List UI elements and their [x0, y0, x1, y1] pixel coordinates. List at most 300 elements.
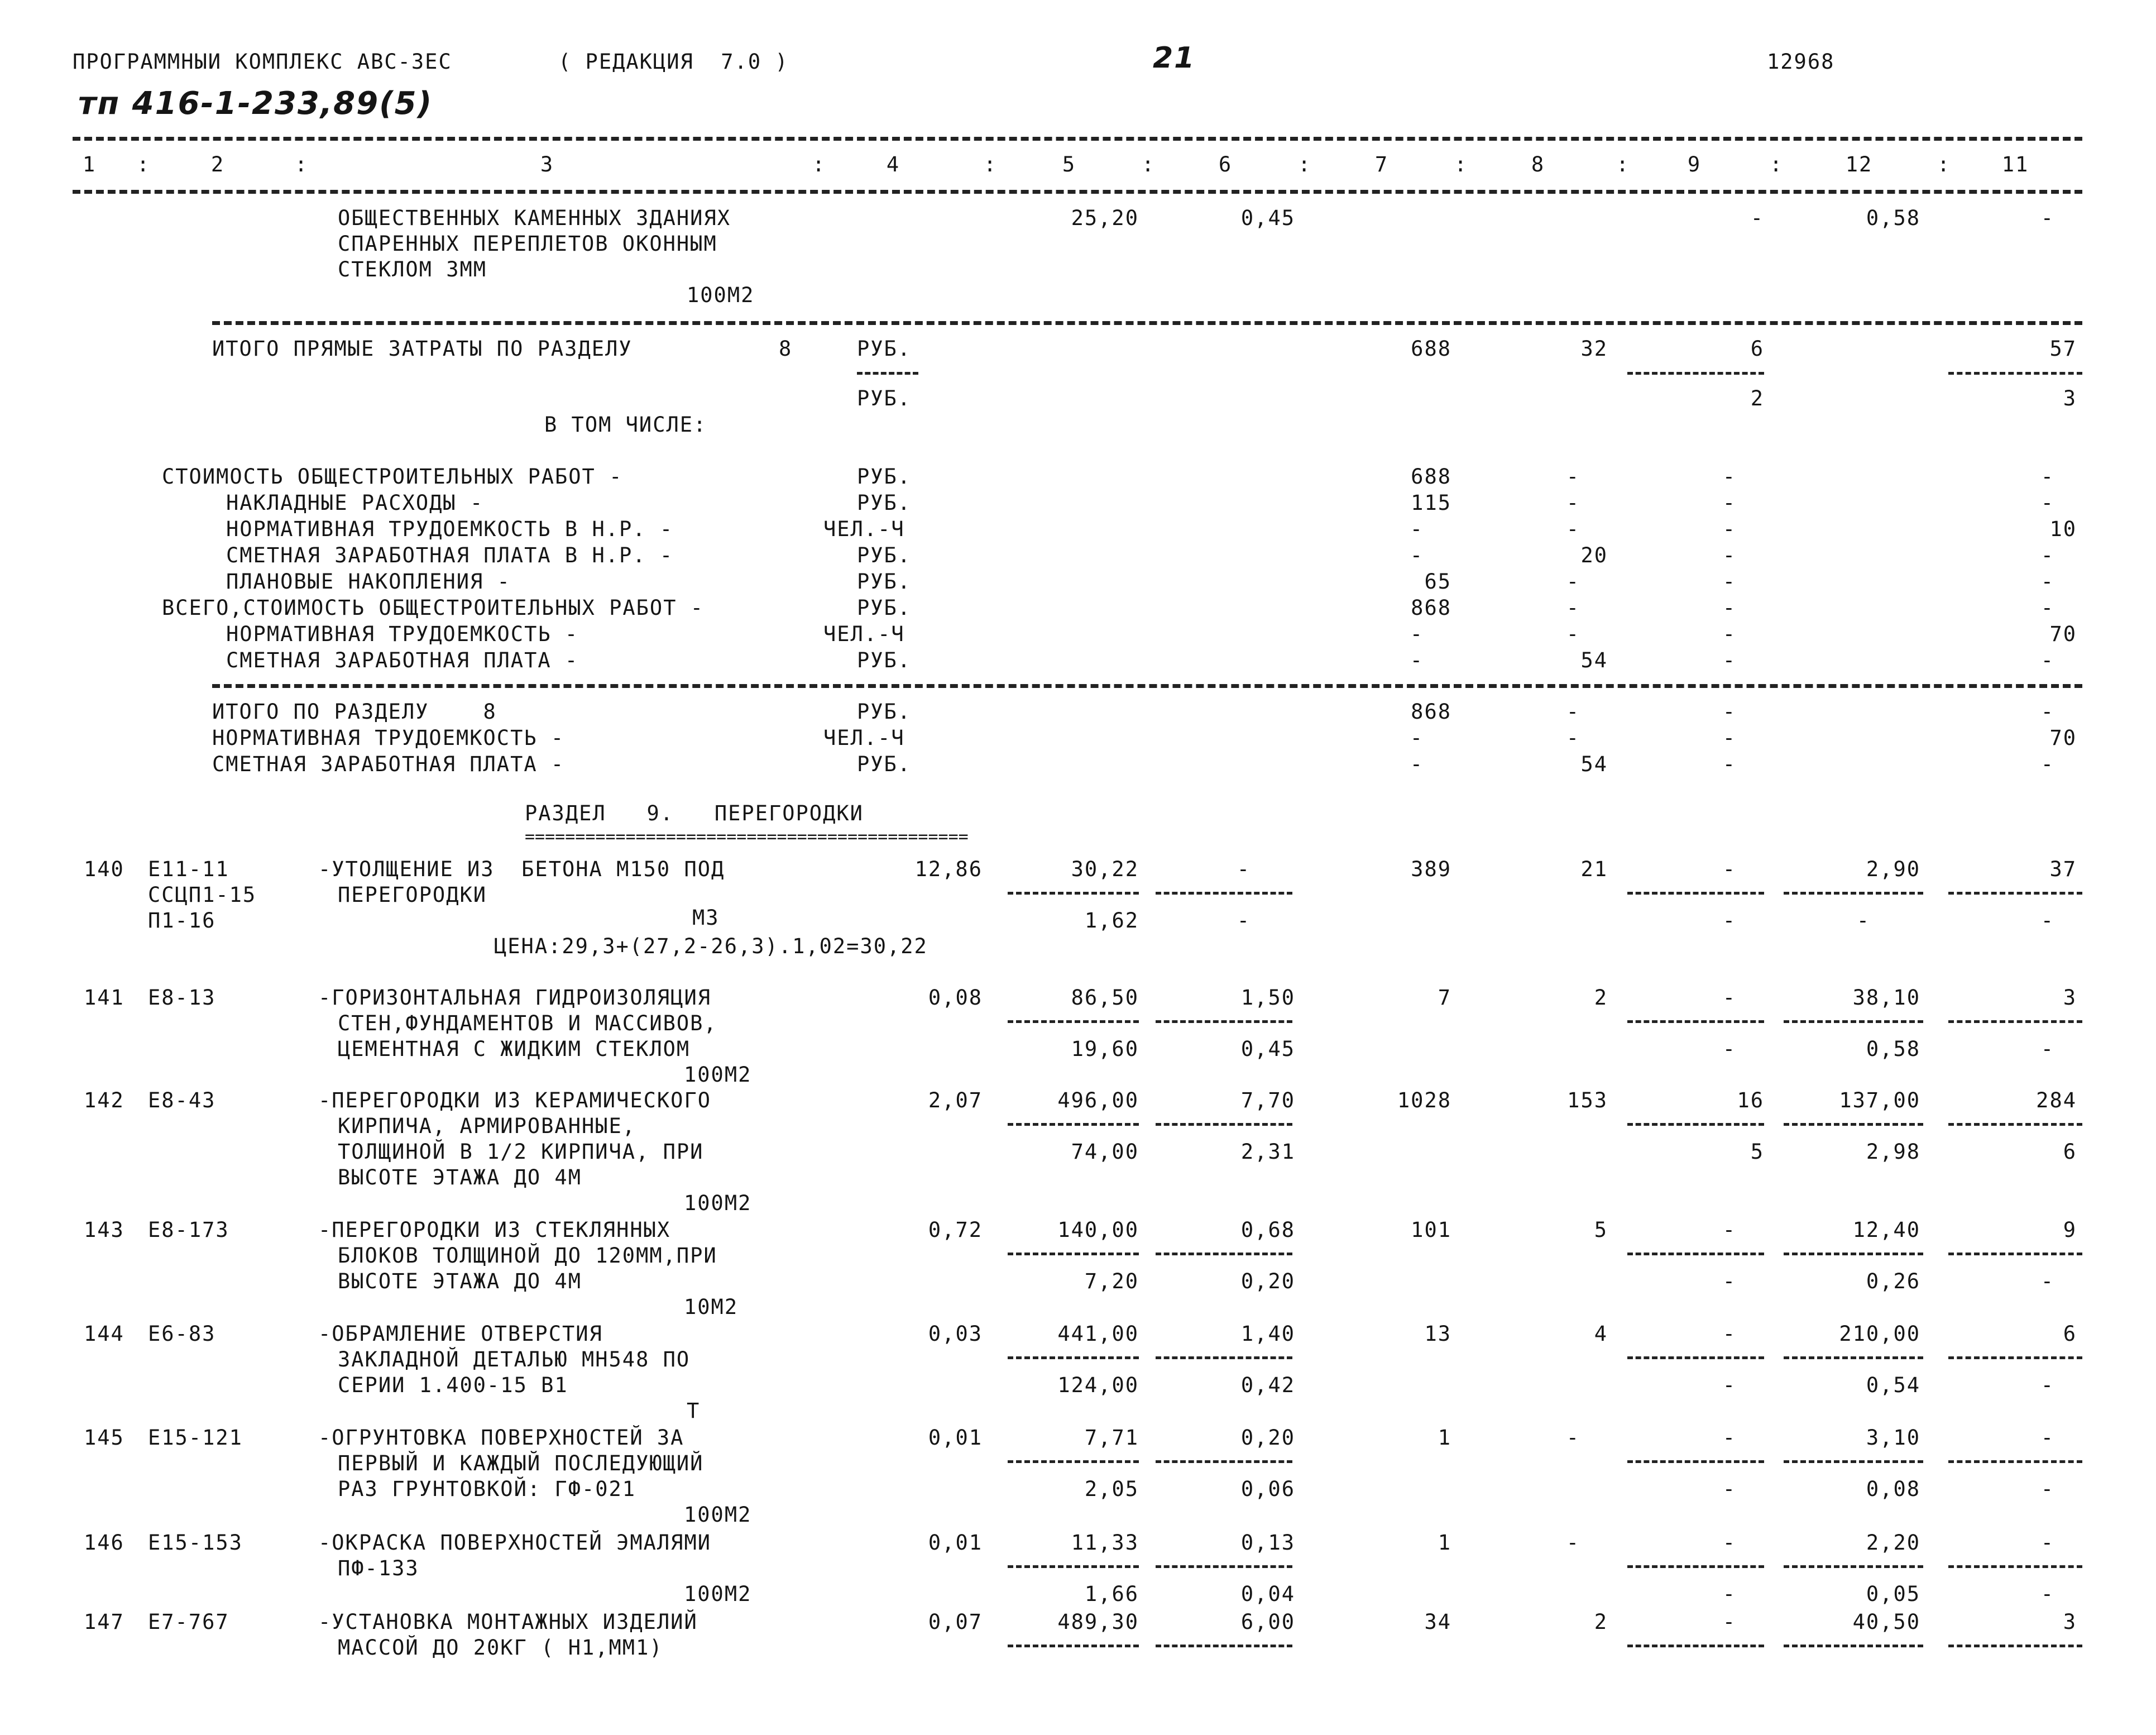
cell-col5: 140,00	[1057, 1218, 1139, 1242]
cell-col5: 496,00	[1057, 1088, 1139, 1112]
cell-col7: 389	[1411, 857, 1451, 881]
cell-col12: 12,40	[1852, 1218, 1920, 1242]
underline	[1948, 1356, 2082, 1359]
breakdown-col7: 65	[1424, 570, 1451, 594]
underline	[1948, 1253, 2082, 1255]
column-header: 2	[210, 152, 225, 176]
underline	[1156, 1123, 1292, 1126]
cell-col9: 16	[1737, 1088, 1764, 1112]
cell-col8: 153	[1567, 1088, 1608, 1112]
cell-col9-sub: -	[1722, 909, 1736, 933]
column-header: 7	[1374, 152, 1389, 176]
column-header: 9	[1687, 152, 1702, 176]
item-description-line: -ОКРАСКА ПОВЕРХНОСТЕЙ ЭМАЛЯМИ	[318, 1531, 712, 1555]
cell-col12-sub: 0,26	[1866, 1269, 1920, 1293]
breakdown-col11: -	[2040, 570, 2054, 594]
underline	[1156, 892, 1292, 895]
cell-col12: 2,20	[1866, 1531, 1920, 1555]
cell-col11: 3	[2063, 986, 2077, 1010]
item-number: 143	[84, 1218, 124, 1242]
item-description-line: КИРПИЧА, АРМИРОВАННЫЕ,	[338, 1114, 636, 1138]
breakdown-col7: 688	[1411, 465, 1451, 489]
item-description-line: ТОЛЩИНОЙ В 1/2 КИРПИЧА, ПРИ	[338, 1140, 704, 1164]
item-code: Е6-83	[148, 1322, 216, 1346]
breakdown-col7: -	[1410, 517, 1424, 541]
breakdown-unit: РУБ.	[857, 491, 912, 515]
subtotal-col8: 32	[1580, 337, 1608, 361]
item-unit: М3	[692, 906, 720, 930]
breakdown-col11: -	[2040, 465, 2054, 489]
cell-col11: 9	[2063, 1218, 2077, 1242]
column-header: 1	[82, 152, 97, 176]
breakdown-unit: ЧЕЛ.-Ч	[823, 622, 905, 646]
cell-col7: 1	[1438, 1531, 1451, 1555]
cell-col11: -	[2040, 1426, 2054, 1450]
cell-col6: 1,40	[1240, 1322, 1295, 1346]
section-total-col9: -	[1722, 726, 1736, 750]
subtotal-label: ИТОГО ПРЯМЫЕ ЗАТРАТЫ ПО РАЗДЕЛУ	[212, 337, 633, 361]
breakdown-col9: -	[1722, 648, 1736, 672]
item-code: Е8-173	[148, 1218, 229, 1242]
cell-col9-sub: -	[1722, 1037, 1736, 1061]
section-total-unit: РУБ.	[857, 752, 912, 776]
item-description-line: РАЗ ГРУНТОВКОЙ: ГФ-021	[338, 1477, 636, 1501]
underline	[1156, 1645, 1292, 1647]
cell-col9-sub: -	[1722, 1582, 1736, 1606]
section-total-col7: -	[1410, 752, 1424, 776]
cell-col11: -	[2040, 1531, 2054, 1555]
item-number: 144	[84, 1322, 124, 1346]
cell-col6-sub: -	[1237, 909, 1251, 933]
section-heading: РАЗДЕЛ 9. ПЕРЕГОРОДКИ	[525, 801, 864, 825]
section-total-col8: -	[1566, 700, 1580, 724]
underline	[1627, 1645, 1764, 1647]
item-description-line: МАССОЙ ДО 20КГ ( Н1,ММ1)	[338, 1636, 663, 1660]
cell-col9: -	[1722, 1218, 1736, 1242]
underline	[1627, 1123, 1764, 1126]
underline	[1156, 1460, 1292, 1463]
underline	[1784, 1460, 1923, 1463]
underline	[1627, 372, 1764, 375]
cell-col4: 2,07	[928, 1088, 983, 1112]
cell-col6: -	[1237, 857, 1251, 881]
underline	[1008, 1356, 1139, 1359]
cell-col5-sub: 19,60	[1071, 1037, 1139, 1061]
underline	[1627, 892, 1764, 895]
underline	[1008, 1460, 1139, 1463]
cell-col7: 34	[1424, 1610, 1451, 1634]
section-total-col7: -	[1410, 726, 1424, 750]
cell-col7: 13	[1424, 1322, 1451, 1346]
cell-col4: 0,07	[928, 1610, 983, 1634]
underline	[1008, 1020, 1139, 1023]
subtotal-unit: РУБ.	[857, 386, 912, 410]
cell-col5-sub: 1,62	[1084, 909, 1139, 933]
project-code: тп 416-1-233,89(5)	[78, 85, 433, 122]
underline	[1948, 1645, 2082, 1647]
cell-col5: 7,71	[1084, 1426, 1139, 1450]
underline	[1008, 1253, 1139, 1255]
cell-col6-sub: 0,20	[1240, 1269, 1295, 1293]
cell-col5: 489,30	[1057, 1610, 1139, 1634]
cell-col12-sub: 0,08	[1866, 1477, 1920, 1501]
cell-col11: 37	[2049, 857, 2077, 881]
underline	[1627, 1253, 1764, 1255]
column-separator: :	[984, 152, 998, 176]
column-separator: :	[1454, 152, 1468, 176]
subtotal-col11: 3	[2063, 386, 2077, 410]
breakdown-label: НАКЛАДНЫЕ РАСХОДЫ -	[226, 491, 484, 515]
breakdown-col11: 10	[2049, 517, 2077, 541]
cell-col12-sub: 0,54	[1866, 1373, 1920, 1397]
cell-col11-sub: -	[2040, 1269, 2054, 1293]
item-code: ССЦП1-15	[148, 883, 257, 907]
cell-col6-sub: 0,06	[1240, 1477, 1295, 1501]
cell-col5: 25,20	[1071, 206, 1139, 230]
section-total-unit: РУБ.	[857, 700, 912, 724]
underline	[1156, 1356, 1292, 1359]
item-unit: 100М2	[684, 1582, 752, 1606]
cell-col5: 441,00	[1057, 1322, 1139, 1346]
item-unit: 100М2	[684, 1063, 752, 1087]
underline	[1948, 1020, 2082, 1023]
item-description-line: ОБЩЕСТВЕННЫХ КАМЕННЫХ ЗДАНИЯХ	[338, 206, 731, 230]
cell-col5-sub: 124,00	[1057, 1373, 1139, 1397]
item-description-line: ПЕРЕГОРОДКИ	[338, 883, 487, 907]
program-title: ПРОГРАММНЫИ КОМПЛЕКС АВС-3ЕС	[73, 50, 452, 74]
breakdown-col7: -	[1410, 622, 1424, 646]
cell-col9: -	[1722, 1610, 1736, 1634]
item-description-line: -ГОРИЗОНТАЛЬНАЯ ГИДРОИЗОЛЯЦИЯ	[318, 986, 712, 1010]
column-header: 3	[540, 152, 554, 176]
breakdown-col9: -	[1722, 596, 1736, 620]
cell-col9-sub: -	[1722, 1477, 1736, 1501]
item-number: 146	[84, 1531, 124, 1555]
cell-col11: 6	[2063, 1322, 2077, 1346]
item-code: Е15-153	[148, 1531, 243, 1555]
cell-col6-sub: 2,31	[1240, 1140, 1295, 1164]
underline	[1948, 1460, 2082, 1463]
section-total-col11: 70	[2049, 726, 2077, 750]
cell-col6-sub: 0,42	[1240, 1373, 1295, 1397]
item-description-line: ПФ-133	[338, 1556, 419, 1580]
breakdown-col7: 115	[1411, 491, 1451, 515]
underline	[1008, 1123, 1139, 1126]
cell-col7: 1028	[1397, 1088, 1451, 1112]
underline	[1156, 1565, 1292, 1568]
subtotal-col11: 57	[2049, 337, 2077, 361]
page-number: 21	[1153, 41, 1196, 75]
cell-col6: 0,13	[1240, 1531, 1295, 1555]
section-total-col8: 54	[1580, 752, 1608, 776]
cell-col11-sub: -	[2040, 1477, 2054, 1501]
subtotal-unit: РУБ.	[857, 337, 912, 361]
underline	[1948, 892, 2082, 895]
breakdown-unit: РУБ.	[857, 570, 912, 594]
cell-col6: 0,20	[1240, 1426, 1295, 1450]
price-note: ЦЕНА:29,3+(27,2-26,3).1,02=30,22	[494, 934, 928, 958]
breakdown-col9: -	[1722, 622, 1736, 646]
cell-col11-sub: -	[2040, 1582, 2054, 1606]
cell-col12-sub: -	[1856, 909, 1870, 933]
cell-col4: 0,03	[928, 1322, 983, 1346]
cell-col12-sub: 0,58	[1866, 1037, 1920, 1061]
cell-col12: 3,10	[1866, 1426, 1920, 1450]
document-code: 12968	[1767, 50, 1835, 74]
breakdown-col7: -	[1410, 543, 1424, 567]
underline	[1784, 1123, 1923, 1126]
cell-col9: -	[1722, 986, 1736, 1010]
breakdown-col8: -	[1566, 465, 1580, 489]
cell-col6: 7,70	[1240, 1088, 1295, 1112]
cell-col11: -	[2040, 206, 2054, 230]
cell-col8: 4	[1594, 1322, 1608, 1346]
breakdown-unit: ЧЕЛ.-Ч	[823, 517, 905, 541]
cell-col5-sub: 2,05	[1084, 1477, 1139, 1501]
breakdown-label: СМЕТНАЯ ЗАРАБОТНАЯ ПЛАТА В Н.Р. -	[226, 543, 674, 567]
cell-col8: 21	[1580, 857, 1608, 881]
item-description-line: ВЫСОТЕ ЭТАЖА ДО 4М	[338, 1165, 582, 1189]
header-rule-bottom	[73, 190, 2082, 194]
underline	[1627, 1020, 1764, 1023]
breakdown-unit: РУБ.	[857, 648, 912, 672]
header-rule-top	[73, 137, 2082, 141]
breakdown-col9: -	[1722, 517, 1736, 541]
item-description-line: СПАРЕННЫХ ПЕРЕПЛЕТОВ ОКОННЫМ	[338, 232, 717, 256]
item-description-line: ЦЕМЕНТНАЯ С ЖИДКИМ СТЕКЛОМ	[338, 1037, 691, 1061]
cell-col5-sub: 7,20	[1084, 1269, 1139, 1293]
item-description-line: СЕРИИ 1.400-15 В1	[338, 1373, 568, 1397]
cell-col8: -	[1566, 1531, 1580, 1555]
section-total-col8: -	[1566, 726, 1580, 750]
cell-col9-sub: 5	[1750, 1140, 1764, 1164]
section-total-col11: -	[2040, 752, 2054, 776]
breakdown-col9: -	[1722, 570, 1736, 594]
breakdown-col8: -	[1566, 622, 1580, 646]
breakdown-label: СМЕТНАЯ ЗАРАБОТНАЯ ПЛАТА -	[226, 648, 579, 672]
item-code: Е7-767	[148, 1610, 229, 1634]
column-separator: :	[1937, 152, 1951, 176]
cell-col11: 284	[2036, 1088, 2077, 1112]
underline	[1948, 372, 2082, 375]
cell-col9-sub: -	[1722, 1269, 1736, 1293]
cell-col7: 7	[1438, 986, 1451, 1010]
cell-col9: -	[1722, 857, 1736, 881]
underline	[1627, 1356, 1764, 1359]
cell-col9: -	[1722, 1322, 1736, 1346]
cell-col12: 40,50	[1852, 1610, 1920, 1634]
section-total-label: НОРМАТИВНАЯ ТРУДОЕМКОСТЬ -	[212, 726, 565, 750]
item-number: 140	[84, 857, 124, 881]
subtotal-section: 8	[779, 337, 793, 361]
underline	[1008, 892, 1139, 895]
underline	[1156, 1253, 1292, 1255]
cell-col5-sub: 74,00	[1071, 1140, 1139, 1164]
item-description-line: ЗАКЛАДНОЙ ДЕТАЛЬЮ МН548 ПО	[338, 1347, 691, 1371]
cell-col6: 6,00	[1240, 1610, 1295, 1634]
breakdown-col7: 868	[1411, 596, 1451, 620]
breakdown-col8: -	[1566, 596, 1580, 620]
item-code: Е11-11	[148, 857, 229, 881]
item-description-line: -ПЕРЕГОРОДКИ ИЗ КЕРАМИЧЕСКОГО	[318, 1088, 712, 1112]
cell-col12-sub: 2,98	[1866, 1140, 1920, 1164]
item-unit: 100М2	[687, 283, 755, 307]
underline	[1784, 1565, 1923, 1568]
cell-col9: -	[1722, 1426, 1736, 1450]
cell-col6: 0,45	[1240, 206, 1295, 230]
breakdown-unit: РУБ.	[857, 543, 912, 567]
column-header: 6	[1218, 152, 1233, 176]
item-number: 147	[84, 1610, 124, 1634]
cell-col9: -	[1722, 1531, 1736, 1555]
cell-col5: 86,50	[1071, 986, 1139, 1010]
column-header: 8	[1531, 152, 1545, 176]
column-separator: :	[295, 152, 309, 176]
cell-col4: 0,08	[928, 986, 983, 1010]
section-rule	[212, 321, 2082, 325]
item-description-line: -ОГРУНТОВКА ПОВЕРХНОСТЕЙ ЗА	[318, 1426, 684, 1450]
breakdown-col11: -	[2040, 491, 2054, 515]
underline	[1948, 1123, 2082, 1126]
cell-col8: 5	[1594, 1218, 1608, 1242]
cell-col9: -	[1750, 206, 1764, 230]
cell-col9-sub: -	[1722, 1373, 1736, 1397]
breakdown-unit: РУБ.	[857, 596, 912, 620]
cell-col6-sub: 0,45	[1240, 1037, 1295, 1061]
breakdown-col8: -	[1566, 517, 1580, 541]
item-description-line: СТЕКЛОМ 3ММ	[338, 257, 487, 281]
breakdown-label: ВСЕГО,СТОИМОСТЬ ОБЩЕСТРОИТЕЛЬНЫХ РАБОТ -	[162, 596, 705, 620]
item-description-line: СТЕН,ФУНДАМЕНТОВ И МАССИВОВ,	[338, 1011, 717, 1035]
breakdown-col8: 54	[1580, 648, 1608, 672]
breakdown-col11: 70	[2049, 622, 2077, 646]
breakdown-col9: -	[1722, 465, 1736, 489]
cell-col11: 3	[2063, 1610, 2077, 1634]
item-code: Е15-121	[148, 1426, 243, 1450]
item-description-line: БЛОКОВ ТОЛЩИНОЙ ДО 120ММ,ПРИ	[338, 1244, 717, 1268]
breakdown-label: ПЛАНОВЫЕ НАКОПЛЕНИЯ -	[226, 570, 511, 594]
breakdown-label: НОРМАТИВНАЯ ТРУДОЕМКОСТЬ В Н.Р. -	[226, 517, 674, 541]
item-number: 145	[84, 1426, 124, 1450]
section-total-label: СМЕТНАЯ ЗАРАБОТНАЯ ПЛАТА -	[212, 752, 565, 776]
cell-col11-sub: 6	[2063, 1140, 2077, 1164]
subtotal-col7: 688	[1411, 337, 1451, 361]
item-code: Е8-43	[148, 1088, 216, 1112]
underline	[1784, 892, 1923, 895]
item-description-line: -УСТАНОВКА МОНТАЖНЫХ ИЗДЕЛИЙ	[318, 1610, 698, 1634]
cell-col11-sub: -	[2040, 1037, 2054, 1061]
item-unit: 100М2	[684, 1191, 752, 1215]
cell-col5: 30,22	[1071, 857, 1139, 881]
column-separator: :	[1616, 152, 1630, 176]
item-number: 141	[84, 986, 124, 1010]
item-number: 142	[84, 1088, 124, 1112]
breakdown-col7: -	[1410, 648, 1424, 672]
cell-col8: 2	[1594, 1610, 1608, 1634]
cell-col5: 11,33	[1071, 1531, 1139, 1555]
breakdown-col8: -	[1566, 491, 1580, 515]
cell-col12: 210,00	[1839, 1322, 1920, 1346]
section-total-unit: ЧЕЛ.-Ч	[823, 726, 905, 750]
cell-col12: 38,10	[1852, 986, 1920, 1010]
cell-col8: 2	[1594, 986, 1608, 1010]
section-total-col9: -	[1722, 752, 1736, 776]
item-description-line: -ОБРАМЛЕНИЕ ОТВЕРСТИЯ	[318, 1322, 603, 1346]
breakdown-col9: -	[1722, 491, 1736, 515]
underline	[1627, 1565, 1764, 1568]
underline	[1784, 1253, 1923, 1255]
cell-col7: 101	[1411, 1218, 1451, 1242]
underline	[1008, 1565, 1139, 1568]
section-rule	[212, 684, 2082, 688]
cell-col12: 137,00	[1839, 1088, 1920, 1112]
breakdown-col11: -	[2040, 648, 2054, 672]
cell-col12: 2,90	[1866, 857, 1920, 881]
section-heading-underline: ============================================	[525, 827, 969, 847]
item-code: П1-16	[148, 909, 216, 933]
cell-col7: 1	[1438, 1426, 1451, 1450]
subtotal-col9: 2	[1750, 386, 1764, 410]
underline	[857, 372, 918, 375]
cell-col4: 12,86	[914, 857, 983, 881]
breakdown-col8: -	[1566, 570, 1580, 594]
breakdown-col9: -	[1722, 543, 1736, 567]
item-description-line: ВЫСОТЕ ЭТАЖА ДО 4М	[338, 1269, 582, 1293]
cell-col6: 1,50	[1240, 986, 1295, 1010]
underline	[1784, 1356, 1923, 1359]
column-header: 12	[1845, 152, 1873, 176]
cell-col8: -	[1566, 1426, 1580, 1450]
breakdown-col11: -	[2040, 596, 2054, 620]
cell-col11-sub: -	[2040, 1373, 2054, 1397]
cell-col4: 0,01	[928, 1426, 983, 1450]
item-description-line: -ПЕРЕГОРОДКИ ИЗ СТЕКЛЯННЫХ	[318, 1218, 671, 1242]
item-unit: Т	[687, 1399, 701, 1423]
edition-label: ( РЕДАКЦИЯ 7.0 )	[558, 50, 789, 74]
cell-col5-sub: 1,66	[1084, 1582, 1139, 1606]
underline	[1627, 1460, 1764, 1463]
section-total-col7: 868	[1411, 700, 1451, 724]
breakdown-col11: -	[2040, 543, 2054, 567]
column-header: 4	[886, 152, 900, 176]
breakdown-label: СТОИМОСТЬ ОБЩЕСТРОИТЕЛЬНЫХ РАБОТ -	[162, 465, 623, 489]
breakdown-unit: РУБ.	[857, 465, 912, 489]
section-total-col11: -	[2040, 700, 2054, 724]
column-separator: :	[1298, 152, 1312, 176]
underline	[1008, 1645, 1139, 1647]
underline	[1784, 1645, 1923, 1647]
cell-col6: 0,68	[1240, 1218, 1295, 1242]
cell-col4: 0,01	[928, 1531, 983, 1555]
underline	[1156, 1020, 1292, 1023]
item-description-line: ПЕРВЫЙ И КАЖДЫЙ ПОСЛЕДУЮЩИЙ	[338, 1451, 704, 1475]
cell-col4: 0,72	[928, 1218, 983, 1242]
section-total-label: ИТОГО ПО РАЗДЕЛУ 8	[212, 700, 497, 724]
column-separator: :	[812, 152, 826, 176]
column-header: 5	[1062, 152, 1076, 176]
cell-col12: 0,58	[1866, 206, 1920, 230]
breakdown-label: НОРМАТИВНАЯ ТРУДОЕМКОСТЬ -	[226, 622, 579, 646]
cell-col12-sub: 0,05	[1866, 1582, 1920, 1606]
including-label: В ТОМ ЧИСЛЕ:	[544, 413, 707, 437]
column-separator: :	[137, 152, 151, 176]
column-separator: :	[1142, 152, 1156, 176]
item-unit: 100М2	[684, 1503, 752, 1527]
item-code: Е8-13	[148, 986, 216, 1010]
column-separator: :	[1770, 152, 1784, 176]
underline	[1784, 1020, 1923, 1023]
underline	[1948, 1565, 2082, 1568]
